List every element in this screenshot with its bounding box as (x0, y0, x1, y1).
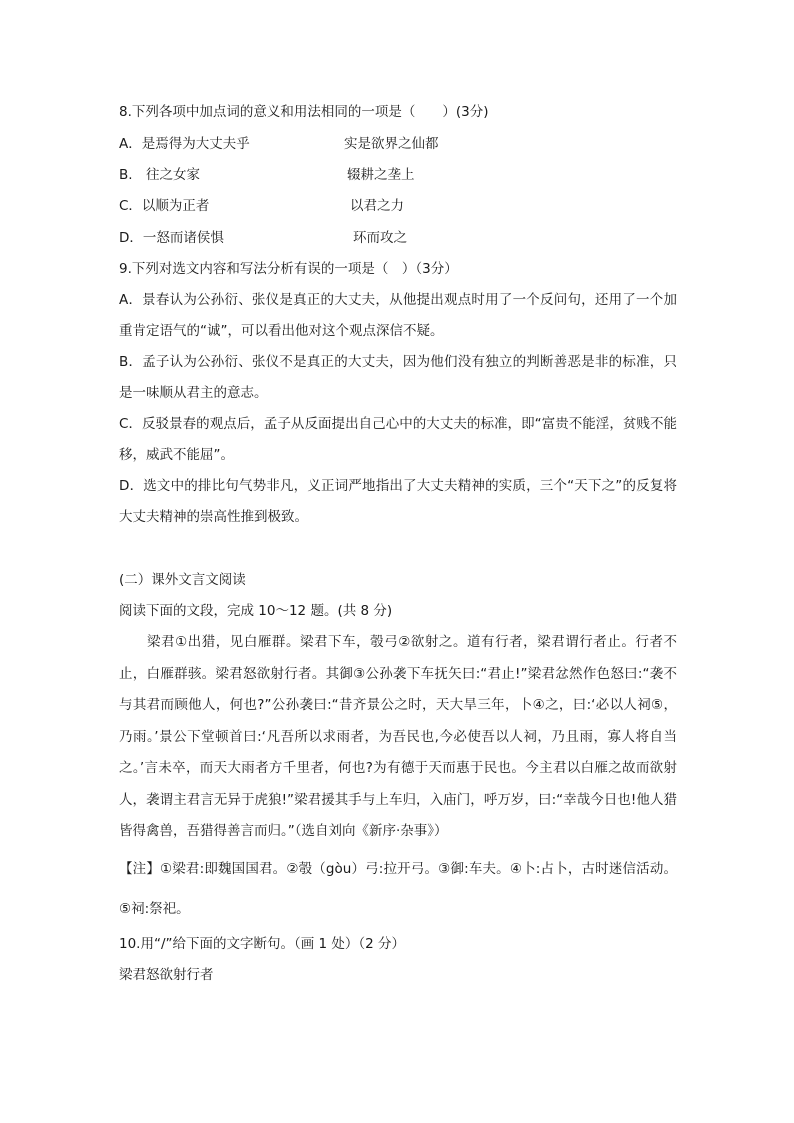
q9-option-a: A．景春认为公孙衍、张仪是真正的大丈夫，从他提出观点时用了一个反问句，还用了一个加重肯定语气的“诚”，可以看出他对这个观点深信不疑。 (119, 292, 677, 339)
q10-text: 梁君怒欲射行者 (119, 967, 214, 983)
classical-passage: 梁君①出猎，见白雁群。梁君下车，彀弓②欲射之。道有行者，梁君谓行者止。行者不止，白雁群骇。梁君怒欲射行者。其御③公孙袭下车抚矢曰:“君止!”梁君忿然作色怒曰:“袭不与其君而顾他人，何也?”公孙袭曰:“昔齐景公之时，天大旱三年，卜④之，曰:‘必以人祠⑤，乃雨。’景公下堂顿首曰:‘凡吾所以求雨者，为吾民也,今必使吾以人祠，乃且雨，寡人将自当之。’言未卒，而天大雨者方千里者，何也?为有德于天而惠于民也。今主君以白雁之故而欲射人，袭谓主君言无异于虎狼!”梁君援其手与上车归，入庙门，呼万岁，曰:“幸哉今日也!他人猎皆得禽兽，吾猎得善言而归。”（选自刘向《新序·杂事》） (119, 634, 677, 839)
q9-option-d: D．选文中的排比句气势非凡，义正词严地指出了大丈夫精神的实质，三个“天下之”的反复将大丈夫精神的崇高性推到极致。 (119, 478, 677, 525)
section-instruction: 阅读下面的文段，完成 10～12 题。(共 8 分) (119, 603, 393, 619)
q8-option-a: A．是焉得为大丈夫乎 (119, 136, 250, 152)
q8-option-c: C．以顺为正者 (119, 198, 210, 214)
q9-option-c: C．反驳景春的观点后，孟子从反面提出自己心中的大丈夫的标准，即“富贵不能淫，贫贱不能移，威武不能屈”。 (119, 416, 677, 463)
q8-option-b-right: 辍耕之垄上 (347, 167, 415, 183)
q8-stem: 8.下列各项中加点词的意义和用法相同的一项是（ ）(3分) (119, 104, 489, 120)
q10-stem: 10.用“/”给下面的文字断句。（画 1 处）（2 分） (119, 936, 406, 952)
q8-option-d: D．一怒而诸侯惧 (119, 230, 224, 246)
annotation-note: 【注】①梁君:即魏国国君。②彀（gòu）弓:拉开弓。③御:车夫。④卜:占卜，古时迷信活动。⑤祠:祭祀。 (119, 861, 677, 917)
q9-option-b: B．孟子认为公孙衍、张仪不是真正的大丈夫，因为他们没有独立的判断善恶是非的标准，只是一味顺从君主的意志。 (119, 354, 677, 401)
q8-option-c-right: 以君之力 (350, 198, 404, 214)
q8-option-b: B. 往之女家 (119, 167, 201, 183)
q9-stem: 9.下列对选文内容和写法分析有误的一项是（ ）（3分） (119, 261, 458, 277)
section-title: (二）课外文言文阅读 (119, 572, 246, 588)
q8-option-d-right: 环而攻之 (353, 230, 407, 246)
q8-option-a-right: 实是欲界之仙都 (344, 136, 439, 152)
